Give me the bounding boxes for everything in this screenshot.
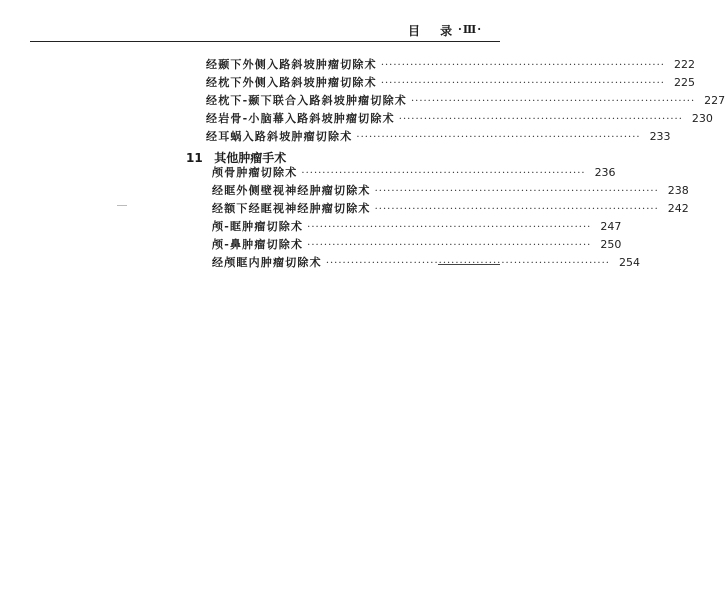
toc-entry-page: 227 bbox=[704, 94, 725, 107]
toc-entry-page: 242 bbox=[667, 202, 689, 215]
toc-entry-label: 经颞下外侧入路斜坡肿瘤切除术 bbox=[206, 58, 377, 71]
toc-entry-label: 经枕下-颞下联合入路斜坡肿瘤切除术 bbox=[206, 94, 407, 107]
toc-leader-dots: ···································································· bbox=[301, 168, 586, 179]
toc-leader-dots: ···································································· bbox=[380, 78, 665, 89]
toc-entry-page: 222 bbox=[673, 58, 695, 71]
toc-entry-page: 250 bbox=[600, 238, 622, 251]
toc-entry bbox=[206, 128, 671, 144]
toc-leader-dots: ···································································· bbox=[380, 60, 665, 71]
toc-leader-dots: ···································································· bbox=[398, 114, 683, 125]
toc-entry-page: 254 bbox=[618, 256, 640, 269]
toc-entry bbox=[212, 164, 616, 180]
toc-entry-page: 236 bbox=[594, 166, 616, 179]
toc-entry bbox=[206, 74, 695, 90]
toc-leader-dots: ···································································· bbox=[374, 186, 659, 197]
chapter-heading bbox=[186, 149, 286, 165]
toc-leader-dots: ···································································· bbox=[374, 204, 659, 215]
toc-entry-label: 颅-眶肿瘤切除术 bbox=[212, 220, 304, 233]
scan-mark bbox=[117, 205, 127, 206]
toc-entry-label: 经颅眶内肿瘤切除术 bbox=[212, 256, 322, 269]
toc-leader-dots: ···································································· bbox=[356, 132, 641, 143]
toc-entry bbox=[206, 110, 713, 126]
toc-entry-label: 经眶外侧壁视神经肿瘤切除术 bbox=[212, 184, 371, 197]
toc-leader-dots: ···································································· bbox=[410, 96, 696, 107]
toc-leader-dots: ···································································· bbox=[325, 258, 610, 269]
header-page-number: ·Ⅲ· bbox=[458, 23, 483, 36]
toc-entry-label: 颅骨肿瘤切除术 bbox=[212, 166, 298, 179]
toc-entry-page: 225 bbox=[673, 76, 695, 89]
toc-entry-label: 颅-鼻肿瘤切除术 bbox=[212, 238, 304, 251]
header-title: 目 录 bbox=[408, 24, 461, 38]
toc-entry-label: 经枕下外侧入路斜坡肿瘤切除术 bbox=[206, 76, 377, 89]
toc-entry bbox=[212, 236, 622, 252]
running-header bbox=[30, 22, 500, 42]
toc-entry-page: 247 bbox=[600, 220, 622, 233]
toc-entry bbox=[206, 92, 725, 108]
toc-entry bbox=[212, 200, 689, 216]
toc-entry-label: 经额下经眶视神经肿瘤切除术 bbox=[212, 202, 371, 215]
toc-entry bbox=[212, 182, 689, 198]
toc-entry bbox=[212, 254, 640, 270]
toc-entry-label: 经耳蜗入路斜坡肿瘤切除术 bbox=[206, 130, 353, 143]
chapter-title: 其他肿瘤手术 bbox=[214, 151, 287, 165]
toc-leader-dots: ···································································· bbox=[307, 240, 592, 251]
header-rule bbox=[30, 41, 500, 42]
toc-entry bbox=[212, 218, 622, 234]
toc-leader-dots: ···································································· bbox=[307, 222, 592, 233]
toc-entry bbox=[206, 56, 695, 72]
chapter-number: 11 bbox=[186, 151, 203, 165]
toc-entry-label: 经岩骨-小脑幕入路斜坡肿瘤切除术 bbox=[206, 112, 395, 125]
page-number-underline bbox=[438, 264, 500, 265]
toc-entry-page: 238 bbox=[667, 184, 689, 197]
toc-entry-page: 233 bbox=[649, 130, 671, 143]
toc-entry-page: 230 bbox=[691, 112, 713, 125]
